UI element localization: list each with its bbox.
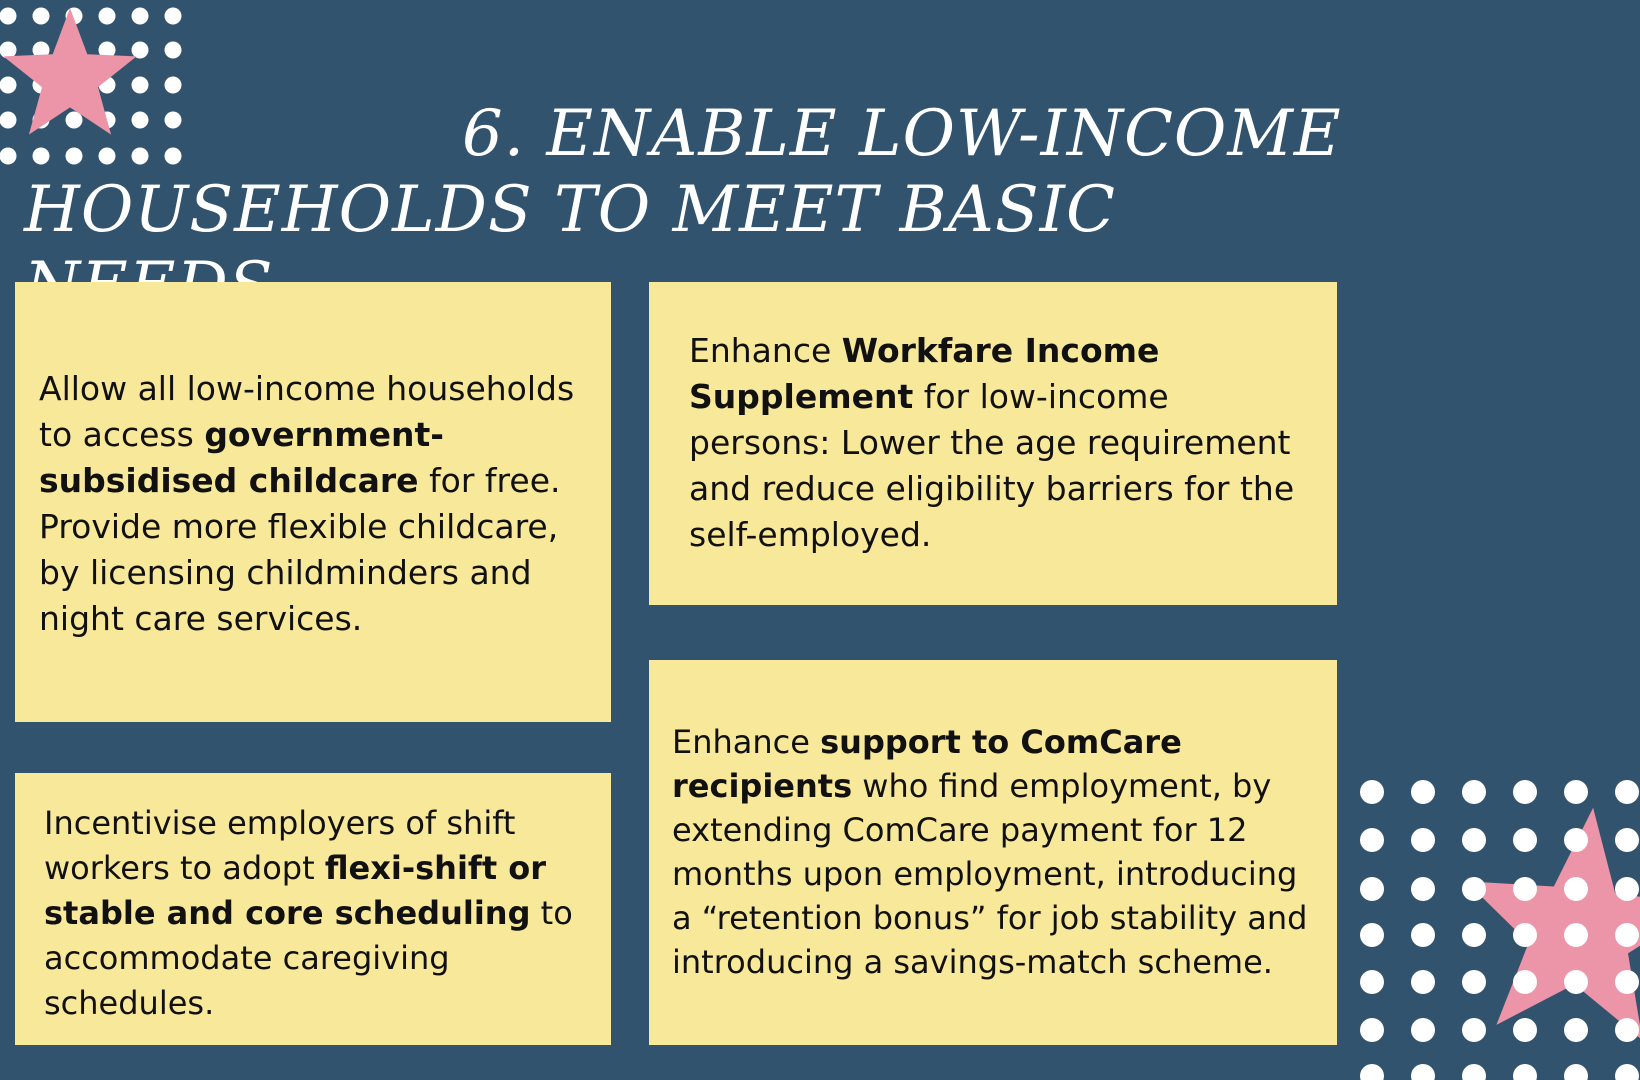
shift-work-text-end: to accommodate caregiving schedules. xyxy=(44,894,573,1022)
shift-work-text xyxy=(44,801,591,1026)
decor-dot xyxy=(132,77,149,94)
childcare-card xyxy=(15,282,611,722)
decor-dot xyxy=(1411,1018,1435,1042)
decor-dot xyxy=(165,42,182,59)
shift-work-text-start: Incentivise employers of shift workers to adopt xyxy=(44,804,516,887)
decor-dot xyxy=(1462,970,1486,994)
workfare-text xyxy=(689,328,1317,558)
decor-dot xyxy=(1615,1064,1639,1080)
decor-dot xyxy=(1360,1018,1384,1042)
shift-work-card xyxy=(15,773,611,1045)
decor-dot xyxy=(1513,923,1537,947)
childcare-highlight: government-subsidised childcare xyxy=(39,415,444,500)
decor-dot xyxy=(1564,970,1588,994)
decor-dot xyxy=(1411,970,1435,994)
decor-dot xyxy=(99,8,116,25)
workfare-highlight: Workfare Income Supplement xyxy=(689,331,1160,416)
decor-dot xyxy=(1360,877,1384,901)
decor-dot xyxy=(33,8,50,25)
decor-dot xyxy=(1462,828,1486,852)
decor-dot xyxy=(1462,923,1486,947)
decor-dot xyxy=(1564,923,1588,947)
decor-dot xyxy=(1615,877,1639,901)
decor-dot xyxy=(1411,1064,1435,1080)
workfare-text-start: Enhance xyxy=(689,331,842,370)
decor-dot xyxy=(1513,970,1537,994)
decor-dot xyxy=(0,77,17,94)
decor-dot xyxy=(0,8,17,25)
decor-dot xyxy=(1411,828,1435,852)
childcare-text xyxy=(39,366,591,642)
decor-dot xyxy=(1564,1064,1588,1080)
decor-dot xyxy=(1360,828,1384,852)
decor-dot xyxy=(1411,877,1435,901)
decor-dot xyxy=(1615,923,1639,947)
decor-dot xyxy=(1564,780,1588,804)
decor-dot xyxy=(1513,828,1537,852)
decor-dot xyxy=(132,8,149,25)
shift-work-highlight: flexi-shift or stable and core scheduling xyxy=(44,849,547,932)
decor-dot xyxy=(1462,1064,1486,1080)
decor-dot xyxy=(1462,877,1486,901)
decor-dot xyxy=(1411,780,1435,804)
decor-dot xyxy=(1564,1018,1588,1042)
workfare-card xyxy=(649,282,1337,605)
decor-dot xyxy=(1411,923,1435,947)
comcare-text xyxy=(672,720,1317,984)
decor-dot xyxy=(1564,828,1588,852)
decor-dot xyxy=(1615,780,1639,804)
decor-dot xyxy=(1513,877,1537,901)
comcare-text-start: Enhance xyxy=(672,723,821,761)
decor-dot xyxy=(1513,1064,1537,1080)
childcare-text-start: Allow all low-income households to access xyxy=(39,369,575,454)
decor-dot xyxy=(1360,780,1384,804)
decor-dot xyxy=(1513,1018,1537,1042)
decor-dot xyxy=(1462,1018,1486,1042)
decor-dot xyxy=(1615,1018,1639,1042)
decor-dot xyxy=(1360,923,1384,947)
bottom-right-decoration xyxy=(1360,780,1640,1080)
title-line-1: 6. ENABLE LOW-INCOME xyxy=(462,97,1342,171)
decor-dot xyxy=(1360,970,1384,994)
title-line-2: HOUSEHOLDS TO MEET BASIC xyxy=(24,173,1116,247)
comcare-text-end: who find employment, by extending ComCare payment for 12 months upon employment, introducing a “retention bonus” for job stability and introducing a savings-match scheme. xyxy=(672,767,1308,981)
decor-dot xyxy=(1462,780,1486,804)
comcare-card xyxy=(649,660,1337,1045)
childcare-text-end: for free. Provide more flexible childcare, by licensing childminders and night care services. xyxy=(39,461,561,638)
comcare-highlight: support to ComCare recipients xyxy=(672,723,1182,805)
decor-dot xyxy=(1513,780,1537,804)
workfare-text-end: for low-income persons: Lower the age requirement and reduce eligibility barriers for the self-employed. xyxy=(689,377,1295,554)
decor-dot xyxy=(1360,1064,1384,1080)
decor-dot xyxy=(165,8,182,25)
decor-dot xyxy=(1615,970,1639,994)
decor-dot xyxy=(1564,877,1588,901)
decor-dot xyxy=(165,77,182,94)
decor-dot xyxy=(132,42,149,59)
decor-dot xyxy=(1615,828,1639,852)
pink-star-bottom-right xyxy=(1466,808,1640,1041)
